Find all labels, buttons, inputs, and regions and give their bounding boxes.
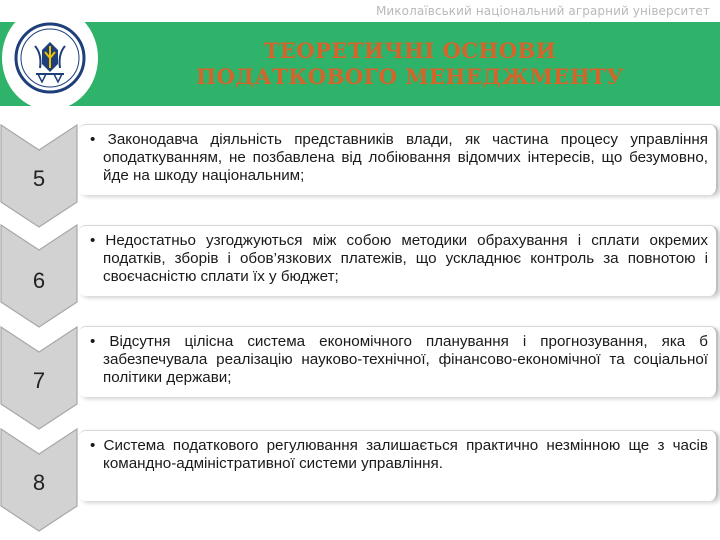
- list-item: [78, 225, 718, 296]
- step-number: 8: [32, 470, 46, 495]
- list-item: [78, 430, 718, 501]
- list-item: [78, 124, 718, 195]
- university-name: Миколаївський національний аграрний університет: [375, 4, 710, 18]
- step-number: 6: [32, 268, 46, 293]
- list-item-text: • Недостатньо узгоджуються між собою методики обрахування і сплати окремих податків, зборів і обов’язкових платежів, що ускладнює контроль за повнотою і своєчасністю сплати їх у бюджет;: [90, 232, 708, 286]
- logo: [2, 6, 98, 110]
- list-item: [78, 326, 718, 397]
- page-title: ТЕОРЕТИЧНІ ОСНОВИ ПОДАТКОВОГО МЕНЕДЖМЕНТУ: [196, 38, 624, 89]
- list-item-text: • Система податкового регулювання залишається практично незмінною ще з часів командно-адміністративної системи управління.: [90, 437, 708, 473]
- step-number: 7: [32, 368, 46, 393]
- list-item-text: • Відсутня цілісна система економічного планування і прогнозування, яка б забезпечувала реалізацію науково-технічної, фінансово-економічної та соціальної політики держави;: [90, 333, 708, 387]
- tax-service-emblem-icon: [2, 6, 98, 110]
- list-item-text: • Законодавча діяльність представників влади, як частина процесу управління оподаткуванням, не позбавлена від лобіювання відомчих інтересів, що безумовно, йде на шкоду національним;: [90, 131, 708, 185]
- step-number: 5: [32, 166, 46, 191]
